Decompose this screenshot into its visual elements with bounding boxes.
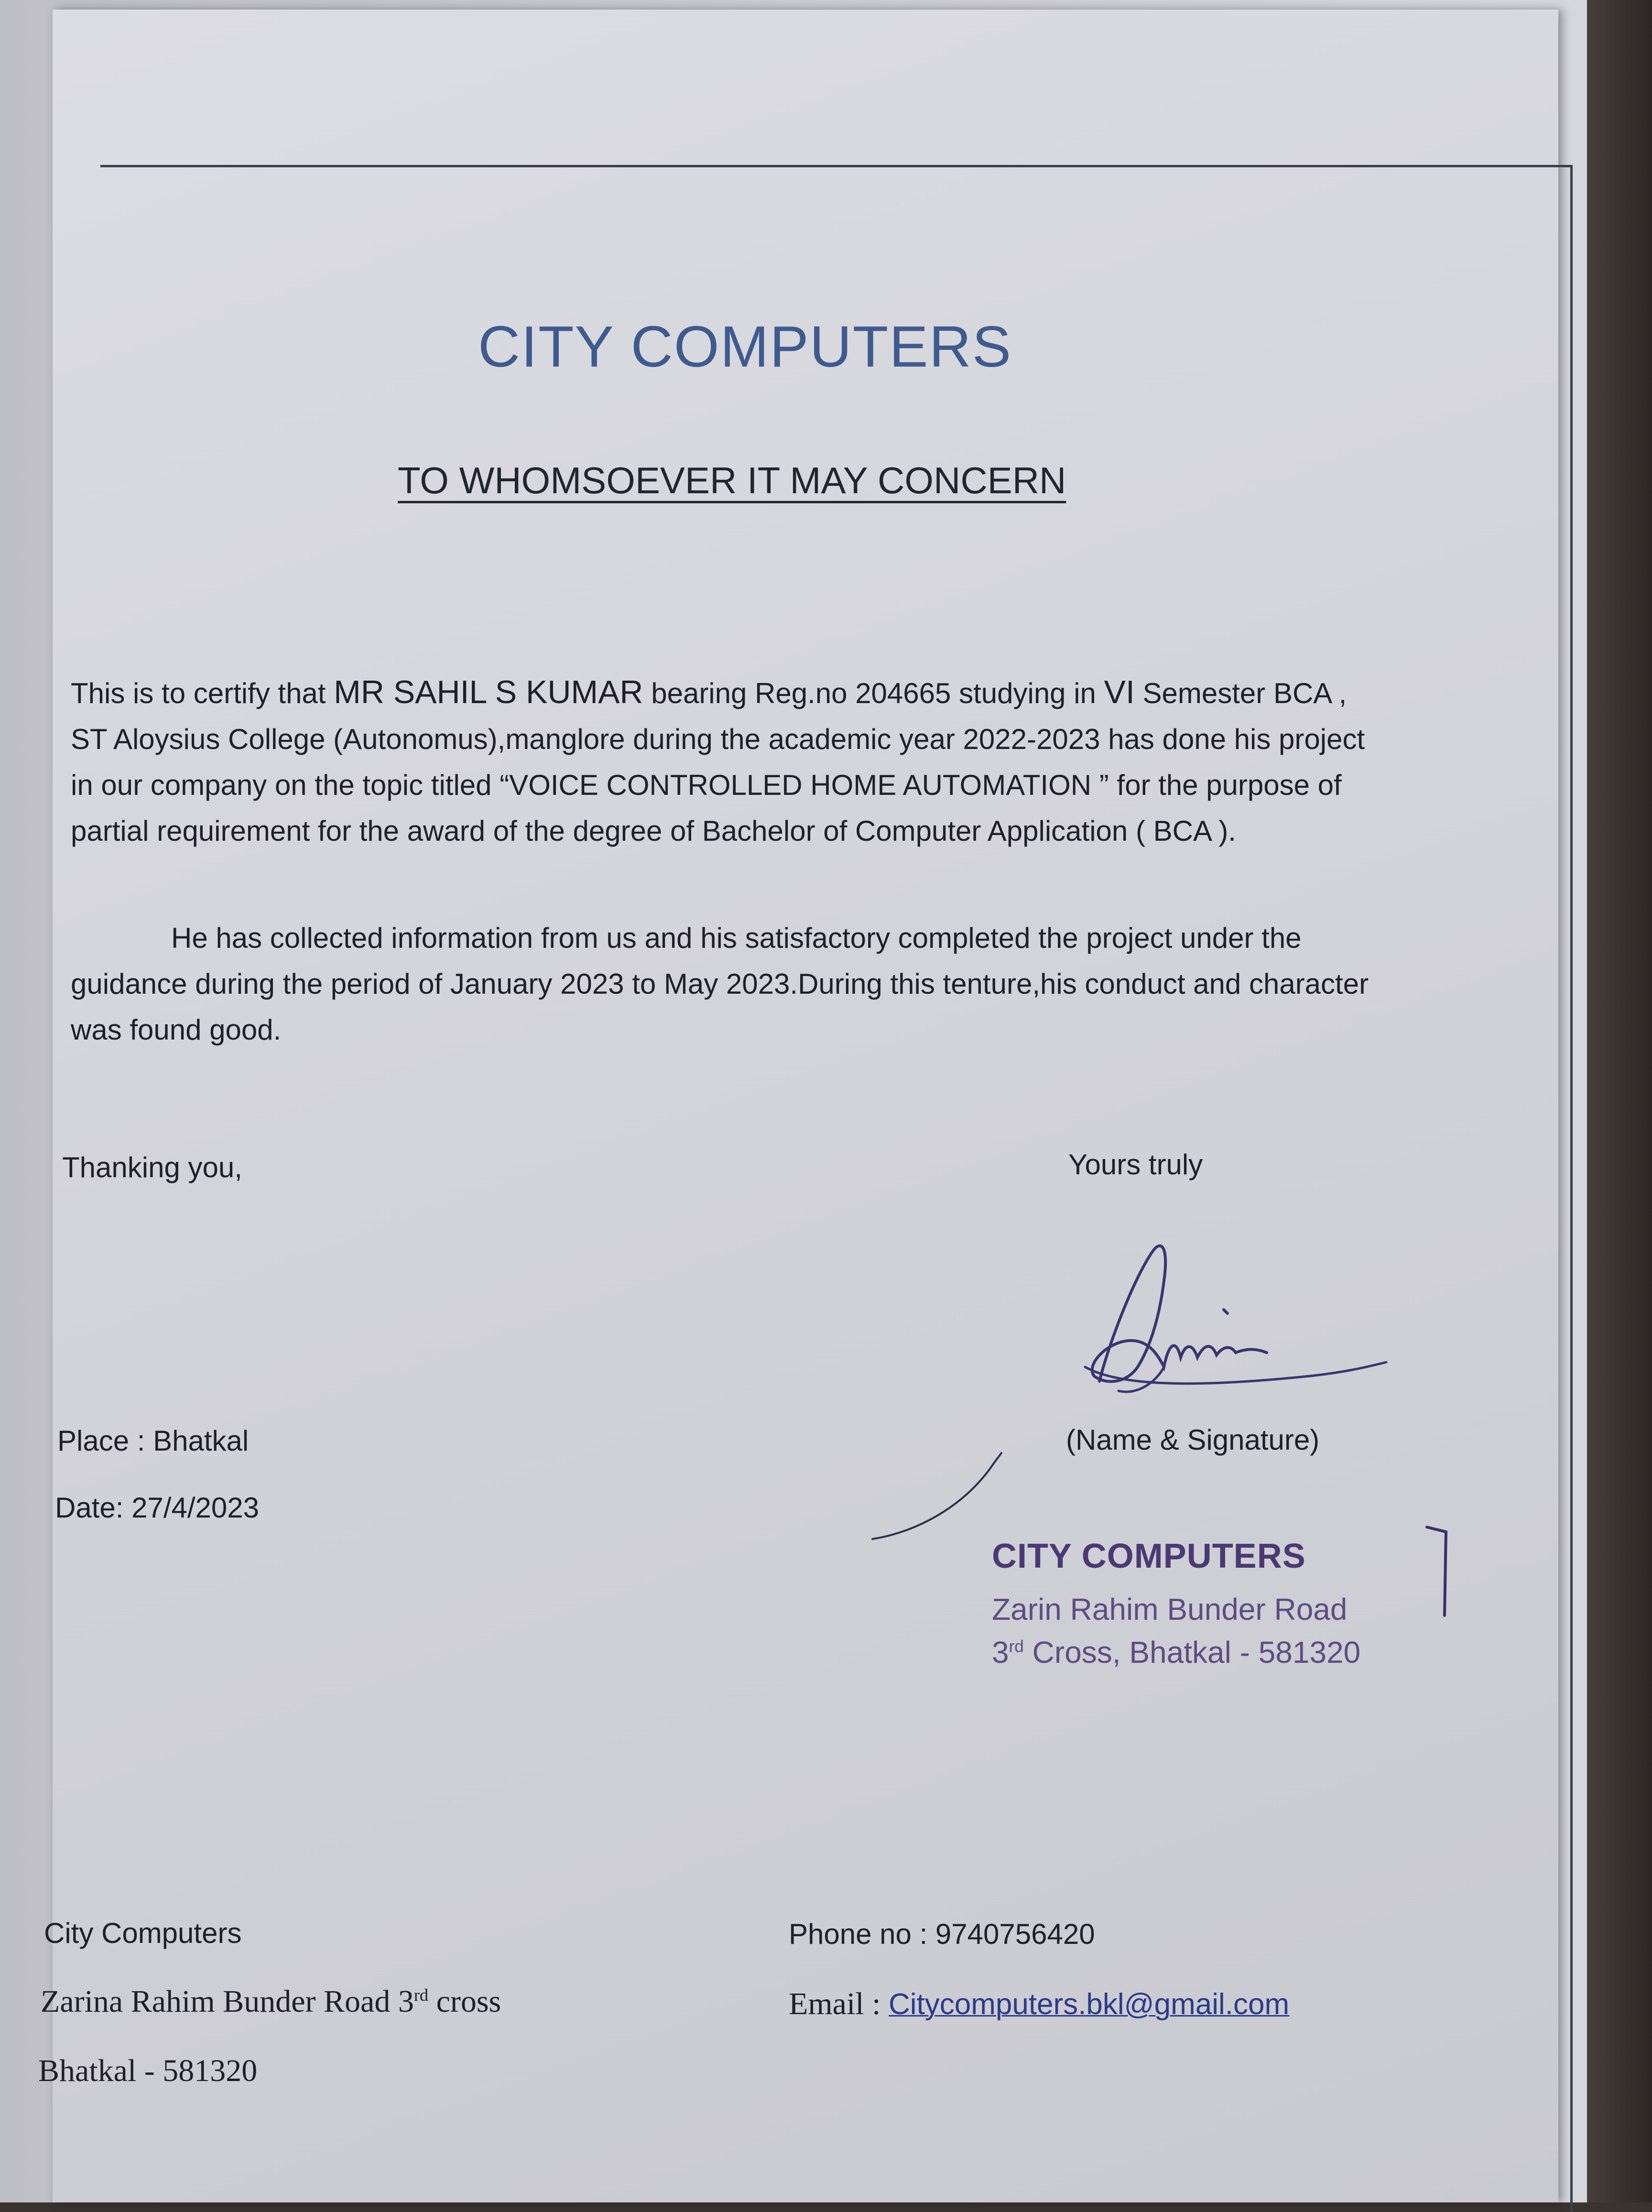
certify-rest: Semester BCA , ST Aloysius College (Autonomus),manglore during the academic year 2022-2023 has done his project in our company on the topic titled “VOICE CONTROLLED HOME AUTOMATION ” for the purpose of partial requirement for the award of the degree of Bachelor of Computer Application ( BCA ).: [71, 677, 1365, 847]
footer-address-line2: Bhatkal - 581320: [38, 2053, 258, 2088]
heading: TO WHOMSOEVER IT MAY CONCERN: [398, 459, 1066, 501]
yours-truly: Yours truly: [1068, 1149, 1203, 1181]
place-text: Place : Bhatkal: [57, 1425, 249, 1457]
pen-stroke: [870, 1443, 1023, 1549]
footer-email-line: [789, 1986, 1289, 2022]
stamp-line2-rest: Cross, Bhatkal - 581320: [1023, 1635, 1361, 1670]
footer-company: City Computers: [44, 1917, 242, 1949]
footer-address-line1: [41, 1984, 501, 2020]
signature: [1066, 1224, 1401, 1415]
semester: VI: [1104, 674, 1135, 710]
certify-mid: bearing Reg.no 204665 studying in: [643, 677, 1104, 709]
certify-lead: This is to certify that: [71, 677, 334, 709]
stamp-address-line1: Zarin Rahim Bunder Road: [992, 1592, 1348, 1626]
date-text: Date: 27/4/2023: [55, 1492, 260, 1524]
stamp-company: CITY COMPUTERS: [992, 1537, 1306, 1575]
stamp-address-line2: [992, 1635, 1360, 1670]
paragraph-certify: [71, 669, 1390, 854]
footer-addr-post: cross: [428, 1984, 501, 2019]
letterhead-company: CITY COMPUTERS: [478, 314, 1012, 379]
email-link[interactable]: Citycomputers.bkl@gmail.com: [888, 1988, 1290, 2021]
name-signature-label: (Name & Signature): [1066, 1424, 1320, 1456]
student-name: MR SAHIL S KUMAR: [334, 674, 643, 710]
ink-mark: [1424, 1520, 1453, 1625]
thanks-text: Thanking you,: [62, 1151, 242, 1183]
footer-email-label: Email :: [789, 1986, 889, 2021]
footer-addr-sup: rd: [413, 1985, 429, 2005]
paragraph-conduct: He has collected information from us and his satisfactory completed the project under the guidance during the period of January 2023 to May 2023.During this tenture,his conduct and character was found good.: [71, 922, 1369, 1046]
footer-addr-pre: Zarina Rahim Bunder Road 3: [41, 1984, 414, 2019]
stamp-line2-num: 3: [992, 1635, 1009, 1670]
stamp-line2-sup: rd: [1009, 1637, 1024, 1656]
footer-phone: Phone no : 9740756420: [789, 1918, 1095, 1950]
